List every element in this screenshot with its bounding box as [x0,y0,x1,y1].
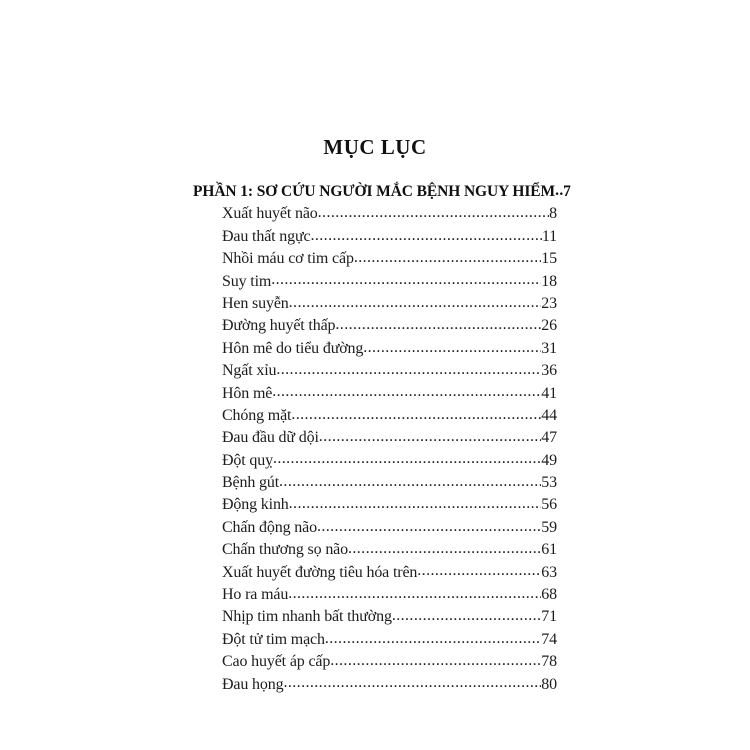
dot-leader [318,203,549,225]
toc-entry [193,427,557,449]
toc-entry-page: 47 [541,429,557,447]
dot-leader [363,338,541,360]
dot-leader [289,293,542,315]
toc-entry-label: Suy tim [222,272,272,290]
toc-entry-page: 8 [549,205,557,223]
toc-entry [193,584,557,606]
toc-column [193,0,571,696]
toc-entry-label: Chấn động não [222,518,317,536]
toc-entry-label: Hôn mê do tiểu đường [222,339,364,357]
toc-entry-page: 41 [541,384,557,402]
toc-entry-page: 23 [541,294,557,312]
dot-leader [325,629,541,651]
toc-entry [193,405,557,427]
toc-entry [193,517,557,539]
toc-entry-label: Xuất huyết não [222,205,318,223]
dot-leader [291,405,541,427]
toc-entry-page: 31 [541,339,557,357]
toc-entry [193,606,557,628]
toc-entry-page: 44 [541,406,557,424]
dot-leader [354,248,541,270]
toc-entry-label: Nhịp tim nhanh bất thường [222,608,392,626]
toc-section-1 [193,181,571,696]
dot-leader [279,472,541,494]
toc-entry-label: Đột tử tim mạch [222,630,325,648]
toc-section-heading [193,181,571,203]
page-title: MỤC LỤC [323,135,427,159]
toc-entry-label: Động kinh [222,496,289,514]
toc-section-heading-page: 7 [563,183,571,200]
dot-leader [330,651,541,673]
toc-entry [193,562,557,584]
toc-entry-label: Cao huyết áp cấp [222,653,331,671]
toc-entry [193,315,557,337]
dot-leader [289,494,542,516]
toc-entry [193,629,557,651]
toc-entry [193,248,557,270]
toc-entry-label: Ngất xỉu [222,362,277,380]
toc-entry-label: Đau họng [222,675,284,693]
toc-entry-page: 56 [541,496,557,514]
toc-entry [193,472,557,494]
toc-entry-page: 49 [541,451,557,469]
toc-entry-label: Nhồi máu cơ tim cấp [222,250,354,268]
dot-leader [348,539,541,561]
toc-entry-label: Bệnh gút [222,474,280,492]
dot-leader [335,315,541,337]
toc-entry [193,674,557,696]
toc-entry-page: 15 [541,250,557,268]
toc-entry-label: Đau thất ngực [222,227,311,245]
dot-leader [276,360,541,382]
dot-leader [288,584,541,606]
dot-leader [273,450,541,472]
toc-entry [193,203,557,225]
toc-entry-page: 78 [541,653,557,671]
toc-entry-page: 61 [541,541,557,559]
toc-entry [193,338,557,360]
toc-entry [193,539,557,561]
toc-entry [193,293,557,315]
toc-entry-page: 74 [541,630,557,648]
toc-entry-page: 18 [541,272,557,290]
toc-entries [193,203,557,696]
toc-entry [193,271,557,293]
toc-entry [193,226,557,248]
toc-entry-page: 80 [541,675,557,693]
toc-section-heading-label: PHẦN 1: SƠ CỨU NGƯỜI MẮC BỆNH NGUY HIỂM [193,183,556,200]
dot-leader [310,226,541,248]
toc-entry-label: Xuất huyết đường tiêu hóa trên [222,563,418,581]
toc-entry-label: Đường huyết thấp [222,317,336,335]
toc-entry [193,383,557,405]
dot-leader [417,562,541,584]
toc-entry-label: Ho ra máu [222,586,289,604]
toc-entry-label: Đột quỵ [222,451,273,469]
toc-entry-page: 71 [541,608,557,626]
dot-leader [319,427,542,449]
dot-leader [392,606,541,628]
dot-leader [555,181,563,203]
toc-entry-label: Hen suyễn [222,294,289,312]
dot-leader [317,517,541,539]
toc-entry-label: Hôn mê [222,384,273,402]
toc-entry-label: Chấn thương sọ não [222,541,348,559]
toc-entry-page: 63 [541,563,557,581]
toc-entry [193,360,557,382]
dot-leader [271,271,541,293]
toc-entry-label: Chóng mặt [222,406,292,424]
toc-entry-label: Đau đầu dữ dội [222,429,319,447]
toc-entry-page: 53 [541,474,557,492]
toc-entry-page: 26 [541,317,557,335]
toc-entry-page: 11 [541,227,557,245]
toc-entry-page: 36 [541,362,557,380]
toc-entry [193,450,557,472]
dot-leader [283,674,541,696]
dot-leader [272,383,541,405]
toc-entry-page: 59 [541,518,557,536]
toc-entry-page: 68 [541,586,557,604]
toc-entry [193,494,557,516]
toc-entry [193,651,557,673]
